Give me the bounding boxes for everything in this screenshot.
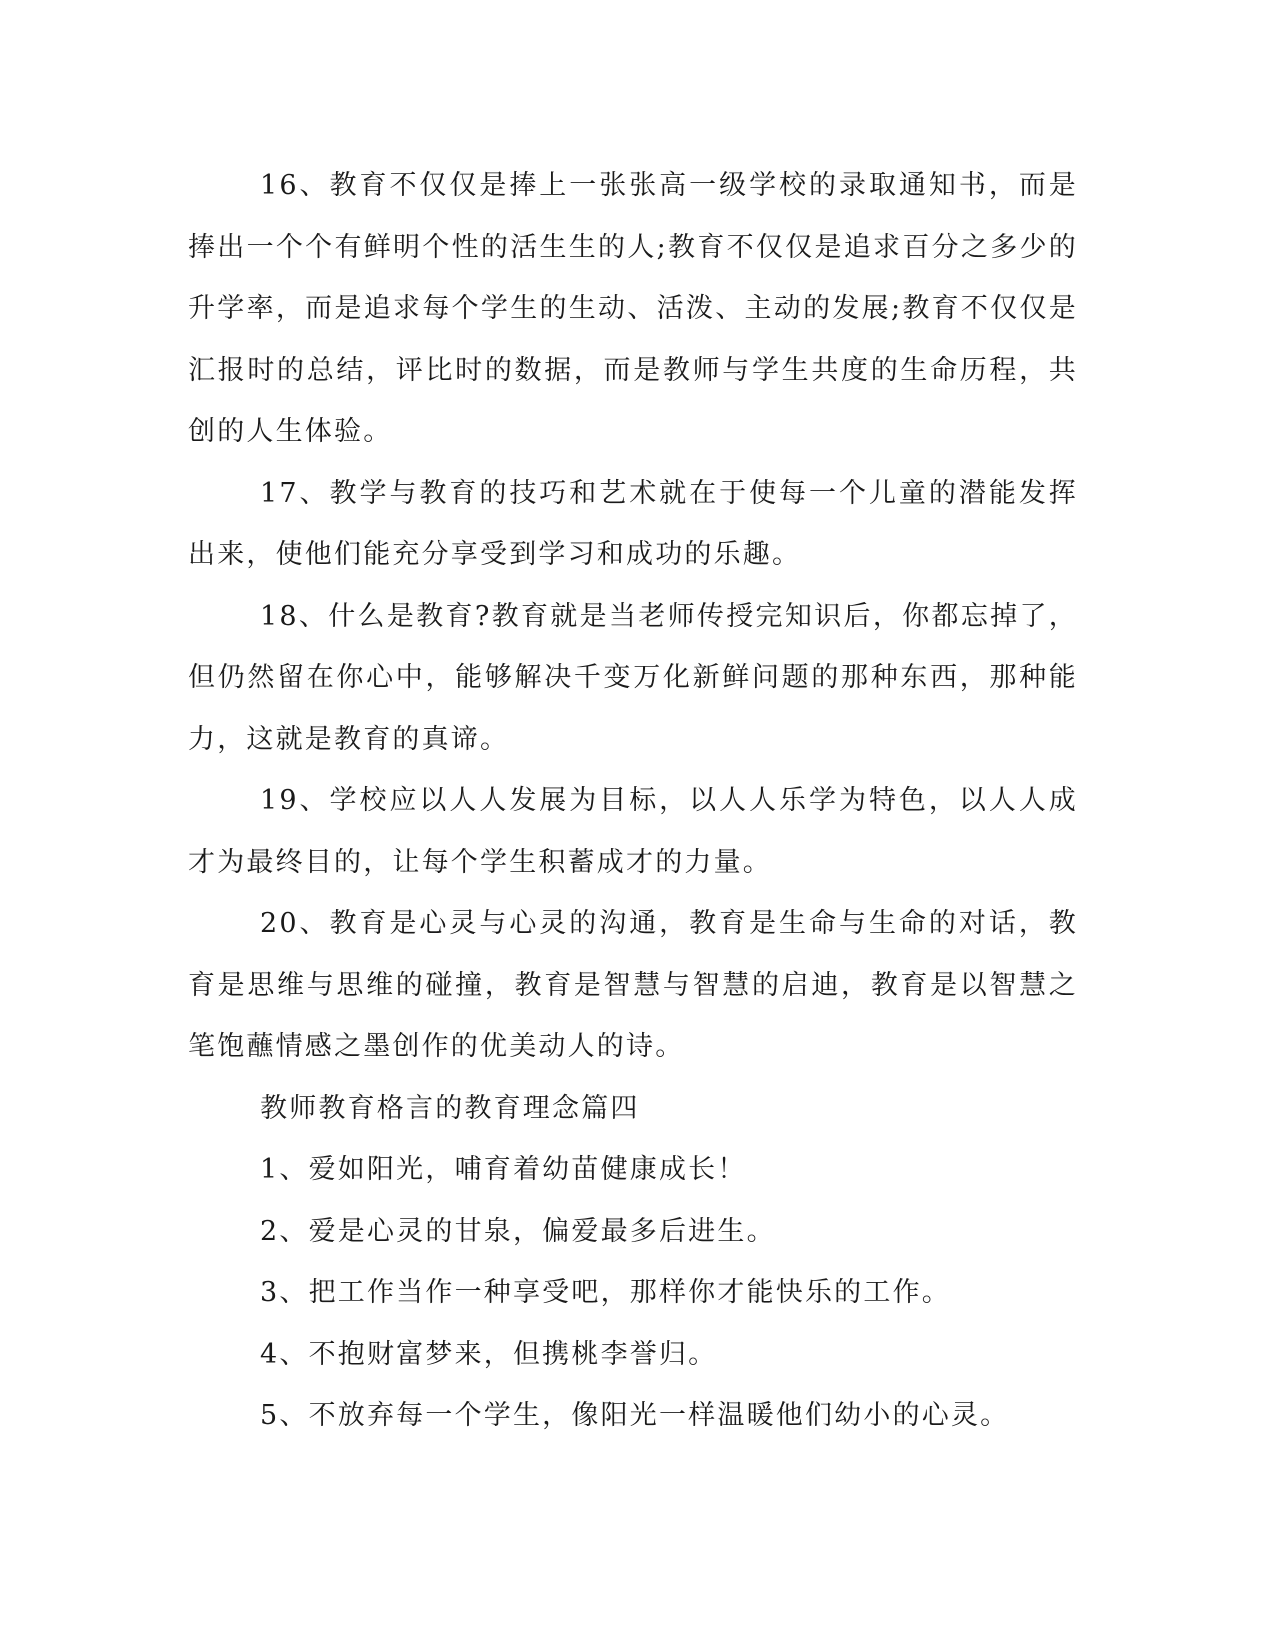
- list-item-3: 3、把工作当作一种享受吧，那样你才能快乐的工作。: [260, 1277, 951, 1308]
- paragraph-17: 17、教学与教育的技巧和艺术就在于使每一个儿童的潜能发挥出来，使他们能充分享受到学习和成功的乐趣。: [188, 477, 1078, 570]
- list-item-2: 2、爱是心灵的甘泉，偏爱最多后进生。: [260, 1215, 776, 1247]
- list-item-5: 5、不放弃每一个学生，像阳光一样温暖他们幼小的心灵。: [260, 1400, 1010, 1431]
- paragraph-16: 16、教育不仅仅是捧上一张张高一级学校的录取通知书，而是捧出一个个有鲜明个性的活生生的人;教育不仅仅是追求百分之多少的升学率，而是追求每个学生的生动、活泼、主动的发展;教育不仅仅是汇报时的总结，评比时的数据，而是教师与学生共度的生命历程，共创的人生体验。: [188, 170, 1078, 447]
- paragraph-19: 19、学校应以人人发展为目标，以人人乐学为特色，以人人成才为最终目的，让每个学生积蓄成才的力量。: [188, 785, 1078, 878]
- paragraph-20: 20、教育是心灵与心灵的沟通，教育是生命与生命的对话，教育是思维与思维的碰撞，教育是智慧与智慧的启迪，教育是以智慧之笔饱蘸情感之墨创作的优美动人的诗。: [188, 908, 1078, 1062]
- list-item-4: 4、不抱财富梦来，但携桃李誉归。: [260, 1338, 718, 1370]
- paragraph-18: 18、什么是教育?教育就是当老师传授完知识后，你都忘掉了，但仍然留在你心中，能够解决千变万化新鲜问题的那种东西，那种能力，这就是教育的真谛。: [188, 600, 1078, 755]
- document-body: [188, 155, 1078, 1447]
- list-item-1: 1、爱如阳光，哺育着幼苗健康成长！: [260, 1154, 747, 1185]
- section-title: 教师教育格言的教育理念篇四: [260, 1092, 640, 1124]
